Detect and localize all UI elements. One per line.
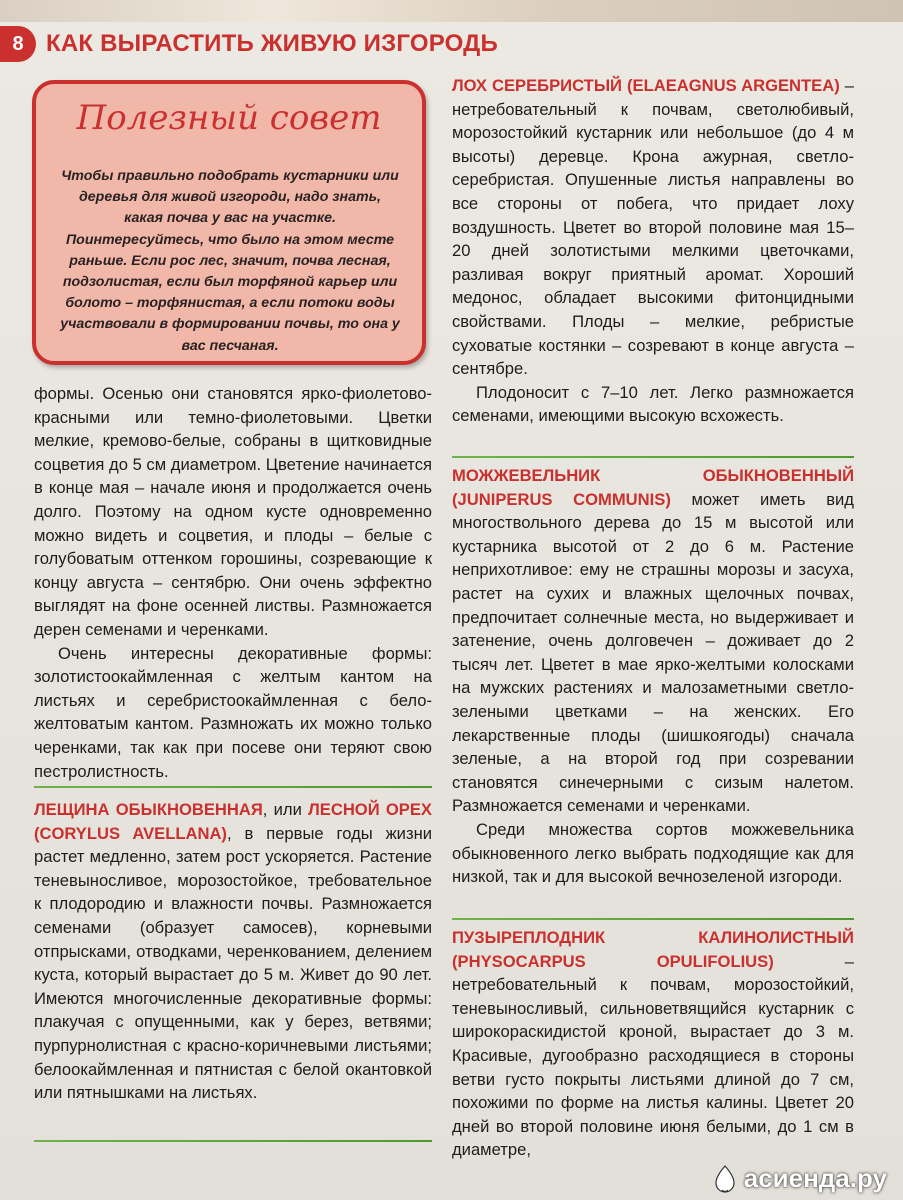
watering-can-icon [712, 1164, 738, 1194]
juniper-heading: МОЖЖЕВЕЛЬНИК ОБЫКНОВЕННЫЙ (JUNIPERUS COMMUNIS) [452, 466, 854, 509]
oleaster-heading: ЛОХ СЕРЕБРИСТЫЙ (ELAEAGNUS ARGENTEA) [452, 76, 840, 95]
hazel-section [34, 798, 432, 1105]
watermark-text: асиенда.ру [743, 1163, 887, 1193]
hazel-or: , или [262, 800, 309, 819]
hazel-heading: ЛЕЩИНА ОБЫКНОВЕННАЯ [34, 800, 263, 819]
site-watermark [712, 1163, 887, 1194]
juniper-paragraph [452, 464, 854, 818]
oleaster-section [452, 74, 854, 428]
section-divider [452, 918, 854, 920]
page-number: 8 [0, 26, 36, 62]
left-column-top [34, 382, 432, 783]
oleaster-text: – нетребовательный к почвам, светолюбивый, морозостойкий кустарник или небольшое (до 4 м высоты) деревце. Крона ажурная, светло-серебристая. Опушенные листья направлены во все стороны от побега, что придает лоху воздушность. Цветет во второй половине мая 15–20 дней золотистыми мелкими цветочками, разливая вокруг приятный аромат. Хороший медонос, обладает высокими фитонцидными свойствами. Плоды – мелкие, ребристые суховатые костянки – созревают в конце августа – сентябре. [452, 76, 854, 379]
tip-text: Чтобы правильно подобрать кустарники или деревья для живой изгороди, надо знать, какая почва у вас на участке. Поинтересуйтесь, что было на этом месте раньше. Если рос лес, значит, почва лесная, подзолистая, если был торфяной карьер или болото – торфянистая, а если потоки воды участвовали в формировании почвы, то она у вас песчаная. [60, 168, 400, 354]
hazel-heading-alt: ЛЕСНОЙ ОРЕХ (CORYLUS AVELLANA) [34, 800, 432, 843]
juniper-text: может иметь вид многоствольного дерева до 15 м высотой или кустарника высотой от 2 до 6 м. Растение неприхотливое: ему не страшны морозы и засуха, растет на сухих и влажных щелочных почвах, предпочитает солнечные места, но выдерживает и затенение, очень долговечен – доживает до 2 тысяч лет. Цветет в мае ярко-желтыми колосками на мужских растениях и малозаметными светло-зелеными цветками – на женских. Его лекарственные плоды (шишкоягоды) сначала зеленые, а на второй год при созревании становятся синечерными с сизым налетом. Размножается семенами и черенками. [452, 489, 854, 816]
dogwood-forms-paragraph: Очень интересны декоративные формы: золотистоокаймленная с желтым кантом на листьях и серебристоокаймленная с бело-желтоватым кантом. Размножать их можно только черенками, так как при посеве они теряют свою пестролистность. [34, 643, 432, 781]
ninebark-text: – нетребовательный к почвам, морозостойкий, теневыносливый, сильноветвящийся кустарник с широкораскидистой кроной, вырастает до 3 м. Красивые, дугообразно расходящиеся в стороны ветви густо покрыты листьями длиной до 7 см, похожими по форме на листья калины. Цветет 20 дней во второй половине июня белыми, до 1 см в диаметре, [452, 951, 854, 1160]
section-divider [34, 786, 432, 788]
page-header [0, 26, 903, 62]
hazel-paragraph [34, 798, 432, 1105]
juniper-paragraph-2: Среди множества сортов можжевельника обыкновенного легко выбрать подходящие как для низкой, так и для высокой вечнозеленой изгороди. [452, 819, 854, 887]
section-divider [452, 456, 854, 458]
hazel-text: , в первые годы жизни растет медленно, затем рост ускоряется. Растение теневыносливое, морозостойкое, требовательное к плодородию и влажности почвы. Размножается семенами (образует самосев), корневыми отпрысками, отводками, черенкованием, делением куста, который вырастает до 5 м. Живет до 90 лет. Имеются многочисленные декоративные формы: плакучая с опущенными, как у берез, ветвями; пурпурнолистная с красно-коричневыми листьями; белоокаймленная и пятнистая с белой окантовкой или пятнышками на листьях. [34, 823, 432, 1103]
juniper-section [452, 464, 854, 889]
ninebark-paragraph [452, 926, 854, 1162]
useful-tip-box [32, 80, 426, 365]
page-title: КАК ВЫРАСТИТЬ ЖИВУЮ ИЗГОРОДЬ [46, 30, 498, 57]
dogwood-paragraph: формы. Осенью они становятся ярко-фиолетово-красными или темно-фиолетовыми. Цветки мелкие, кремово-белые, собраны в щитковидные соцветия до 5 см диаметром. Цветение начинается в конце мая – начале июня и продолжается очень долго. Поэтому на одном кусте одновременно можно видеть и соцветия, и плоды – белые с голубоватым оттенком горошины, созревающие к концу августа – сентябрю. Они очень эффектно выглядят на фоне осенней листвы. Размножается дерен семенами и черенками. [34, 384, 432, 639]
ninebark-section [452, 926, 854, 1162]
oleaster-paragraph-2: Плодоносит с 7–10 лет. Легко размножается семенами, имеющими высокую всхожесть. [452, 382, 854, 426]
ninebark-heading: ПУЗЫРЕПЛОДНИК КАЛИНОЛИСТНЫЙ (PHYSOCARPUS OPULIFOLIUS) [452, 928, 854, 971]
top-photo-strip [0, 0, 903, 22]
section-divider [34, 1140, 432, 1142]
tip-title: Полезный совет [76, 98, 382, 138]
oleaster-paragraph [452, 74, 854, 381]
